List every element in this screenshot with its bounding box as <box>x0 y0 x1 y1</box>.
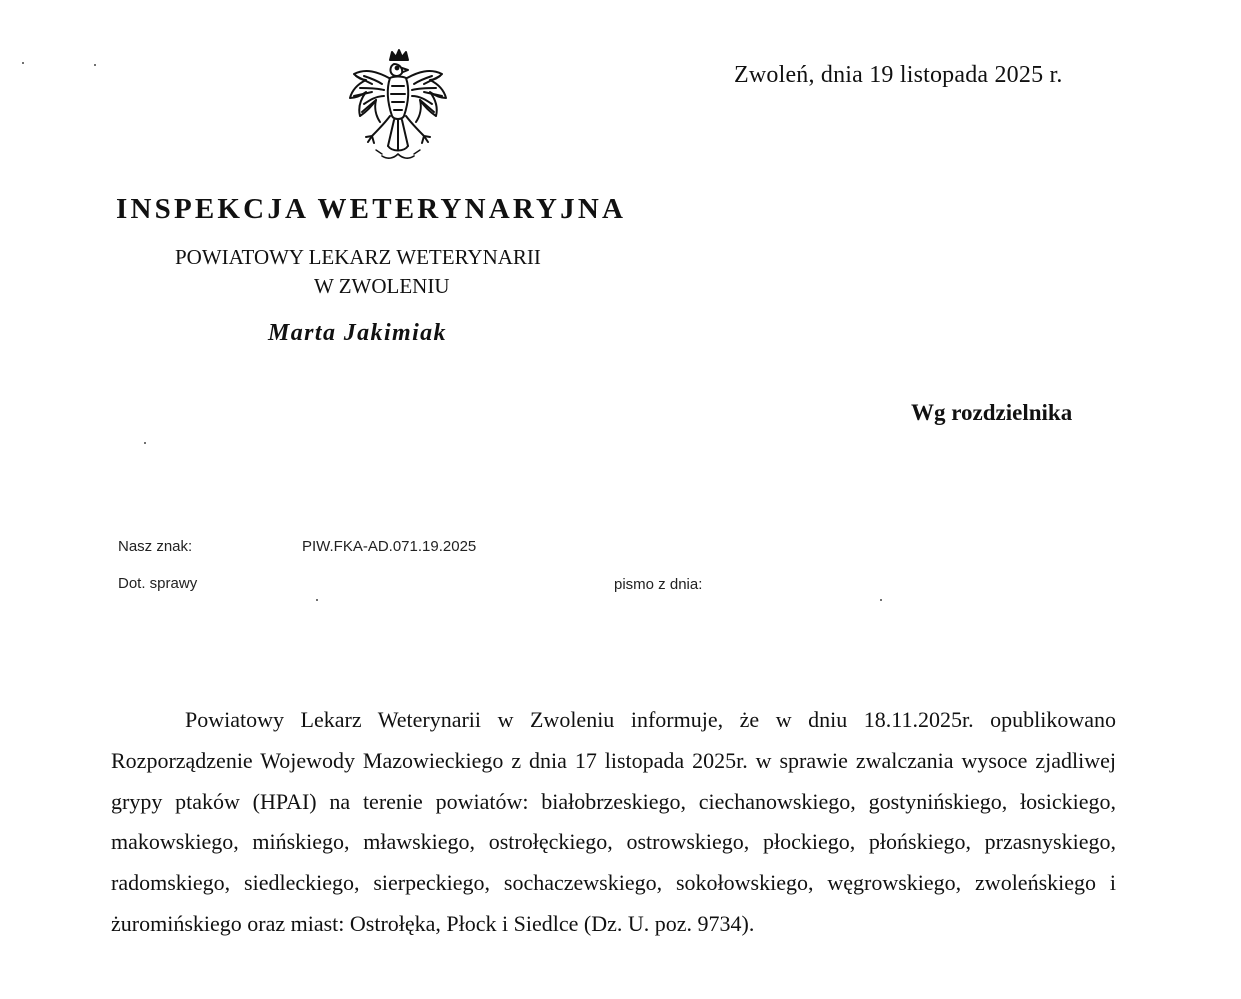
institution-name: INSPEKCJA WETERYNARYJNA <box>116 193 627 225</box>
document-date: Zwoleń, dnia 19 listopada 2025 r. <box>734 62 1063 88</box>
polish-eagle-emblem-icon <box>342 46 454 168</box>
scan-speck <box>316 599 318 601</box>
letter-date-label: pismo z dnia: <box>614 576 703 593</box>
body-paragraph: Powiatowy Lekarz Weterynarii w Zwoleniu informuje, że w dniu 18.11.2025r. opublikowano Rozporządzenie Wojewody Mazowieckiego z dnia 17 listopada 2025r. w sprawie zwalczania wysoce zjadliwej grypy ptaków (HPAI) na terenie powiatów: białobrzeskiego, ciechanowskiego, gostynińskiego, łosickiego, makowskiego, mińskiego, mławskiego, ostrołęckiego, ostrowskiego, płockiego, płońskiego, przasnyskiego, radomskiego, siedleckiego, sierpeckiego, sochaczewskiego, sokołowskiego, węgrowskiego, zwoleńskiego i żuromińskiego oraz miast: Ostrołęka, Płock i Siedlce (Dz. U. poz. 9734). <box>111 707 1116 936</box>
office-title-line-2: W ZWOLENIU <box>314 274 450 298</box>
our-sign-value: PIW.FKA-AD.071.19.2025 <box>302 538 477 555</box>
office-title-line-1: POWIATOWY LEKARZ WETERYNARII <box>175 245 541 269</box>
our-sign-label: Nasz znak: <box>118 538 193 555</box>
scan-speck <box>880 599 882 601</box>
scan-speck <box>22 62 24 64</box>
case-label: Dot. sprawy <box>118 575 198 592</box>
recipient-line: Wg rozdzielnika <box>911 400 1073 425</box>
scan-speck <box>94 64 96 66</box>
official-name: Marta Jakimiak <box>268 320 447 346</box>
scan-speck <box>144 442 146 444</box>
